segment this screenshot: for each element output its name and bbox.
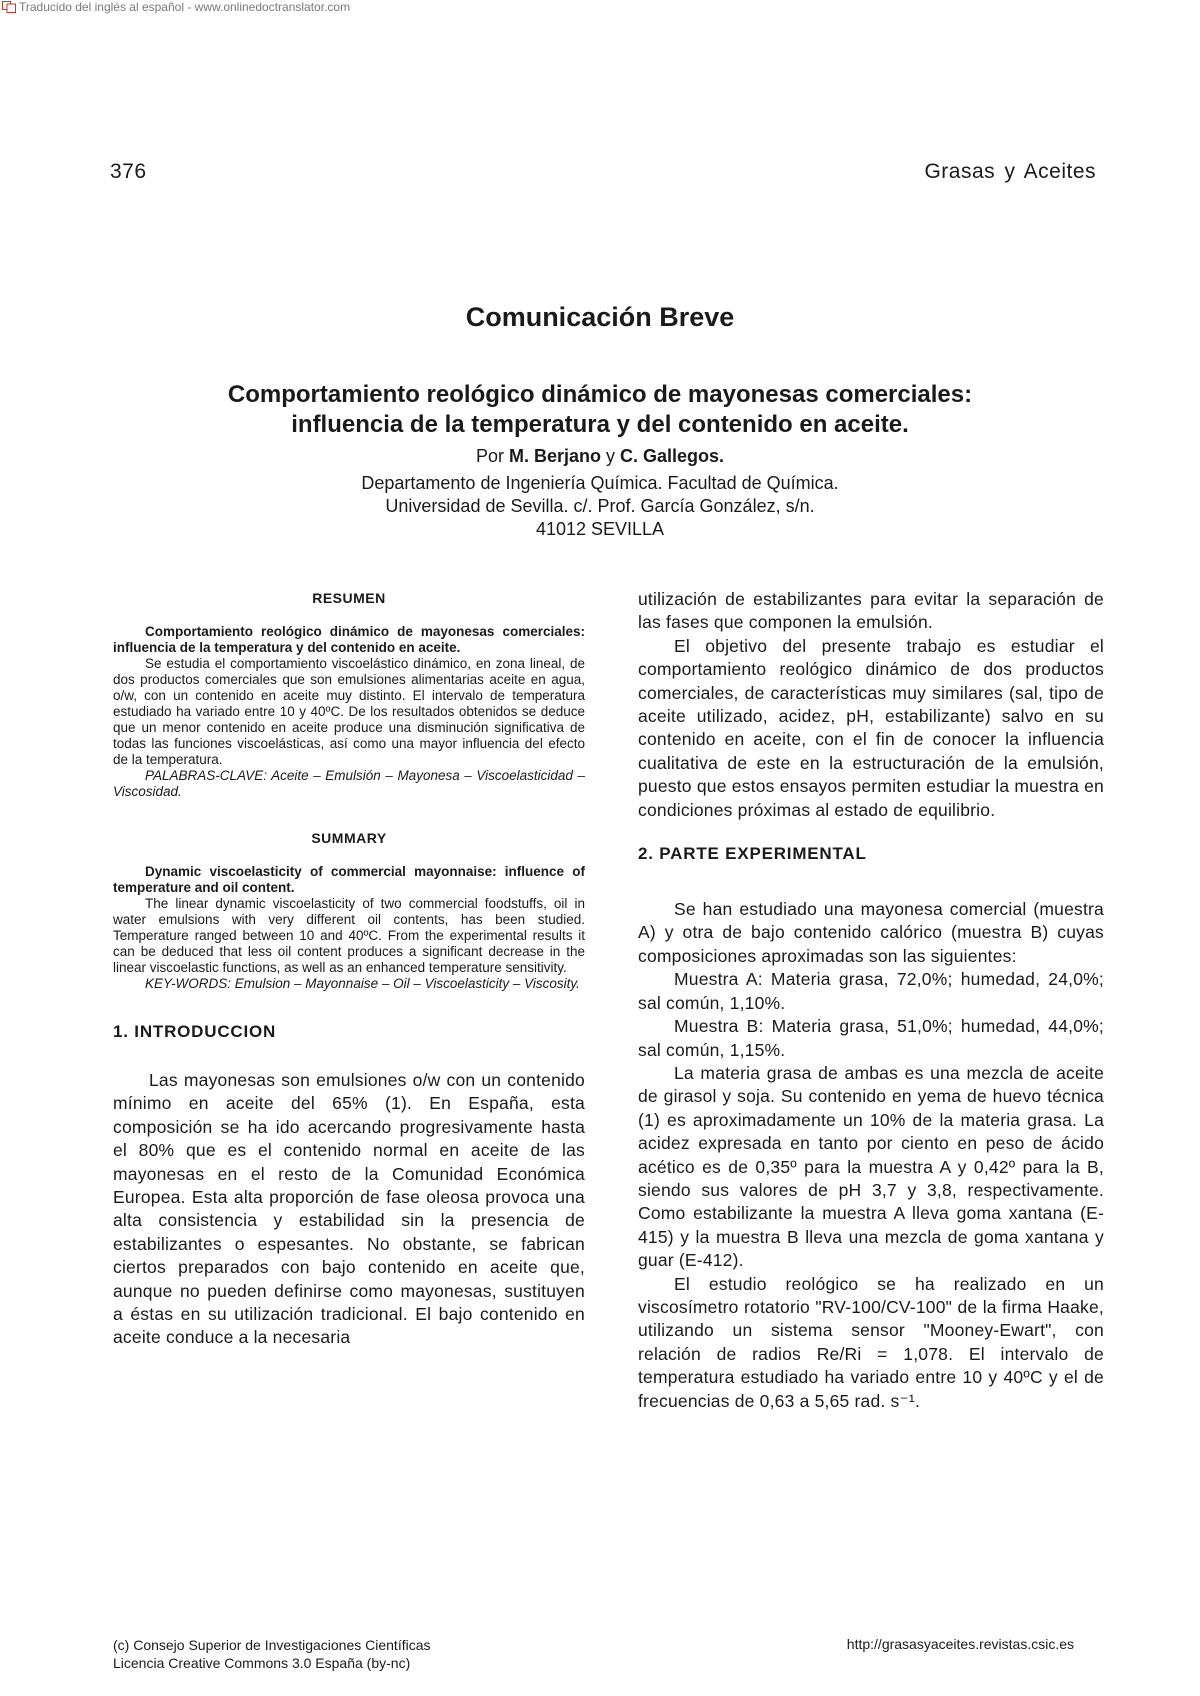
sample-b-paragraph: Muestra B: Materia grasa, 51,0%; humedad, 44,0%; sal común, 1,15%. — [638, 1016, 1104, 1060]
affiliation-line-1: Departamento de Ingeniería Química. Facultad de Química. — [361, 473, 839, 493]
resumen-keywords: PALABRAS-CLAVE: Aceite – Emulsión – Mayonesa – Viscoelasticidad – Viscosidad. — [113, 768, 585, 799]
footer-copyright: (c) Consejo Superior de Investigaciones Científicas — [113, 1637, 431, 1653]
fat-paragraph: La materia grasa de ambas es una mezcla de aceite de girasol y soja. Su contenido en yema de huevo técnica (1) es aproximadamente un 10% de la materia grasa. La acidez expresada en tanto por ciento en peso de ácido acético es de 0,35º para la muestra A y 0,42º para la B, siendo sus valores de pH 3,7 y 3,8, respectivamente. Como estabilizante la muestra A lleva goma xantana (E-415) y la muestra B lleva una mezcla de goma xantana y guar (E-412). — [638, 1062, 1104, 1271]
author-1: M. Berjano — [508, 446, 601, 466]
authors — [0, 446, 1200, 467]
sample-a-paragraph: Muestra A: Materia grasa, 72,0%; humedad, 24,0%; sal común, 1,10%. — [638, 969, 1104, 1013]
author-prefix: Por — [475, 446, 504, 466]
samples-intro-paragraph: Se han estudiado una mayonesa comercial (muestra A) y otra de bajo contenido calórico (muestra B) cuyas composiciones aproximadas son las siguientes: — [638, 899, 1104, 966]
continued-paragraph: utilización de estabilizantes para evitar la separación de las fases que componen la emulsión. — [638, 589, 1104, 633]
experimental-heading: 2. PARTE EXPERIMENTAL — [638, 844, 867, 864]
page-number: 376 — [110, 160, 147, 183]
right-column — [638, 588, 1104, 1413]
footer-license — [113, 1636, 431, 1672]
objective-paragraph: El objetivo del presente trabajo es estudiar el comportamiento reológico dinámico de dos productos comerciales, de características muy similares (sal, tipo de aceite utilizado, acidez, pH, estabilizante) salvo en su contenido en aceite, con el fin de conocer la influencia cualitativa de este en la estructuración de la emulsión, puesto que estos ensayos permiten estudiar la muestra en condiciones próximas al estado de equilibrio. — [638, 635, 1104, 820]
author-2: C. Gallegos. — [620, 446, 725, 466]
summary-subtitle: Dynamic viscoelasticity of commercial mayonnaise: influence of temperature and oil content. — [113, 864, 585, 895]
translation-banner[interactable] — [2, 0, 350, 14]
resumen-text: Se estudia el comportamiento viscoelástico dinámico, en zona lineal, de dos productos comerciales que son emulsiones alimentarias aceite en agua, o/w, con un contenido en aceite muy distinto. El intervalo de temperatura estudiado ha variado entre 10 y 40ºC. De los resultados obtenidos se deduce que un menor contenido en aceite produce una disminución significativa de todas las funciones viscoelásticas, así como una mayor influencia del efecto de la temperatura. — [113, 656, 585, 767]
resumen-heading: RESUMEN — [312, 590, 386, 606]
footer-license-text: Licencia Creative Commons 3.0 España (by-nc) — [113, 1655, 411, 1671]
affiliation-line-3: 41012 SEVILLA — [535, 519, 665, 539]
affiliation-line-2: Universidad de Sevilla. c/. Prof. García González, s/n. — [385, 496, 815, 516]
translate-icon — [2, 1, 16, 13]
journal-name: Grasas y Aceites — [924, 160, 1096, 183]
affiliation — [0, 472, 1200, 541]
banner-text: Traducido del inglés al español - www.onlinedoctranslator.com — [19, 0, 351, 14]
rheology-paragraph: El estudio reológico se ha realizado en un viscosímetro rotatorio "RV-100/CV-100" de la firma Haake, utilizando un sistema sensor "Mooney-Ewart", con relación de radios Re/Ri = 1,078. El intervalo de temperatura estudiado ha variado entre 10 y 40ºC y el de frecuencias de 0,63 a 5,65 rad. s⁻¹. — [638, 1273, 1104, 1411]
resumen-subtitle: Comportamiento reológico dinámico de mayonesas comerciales: influencia de la temperatura y del contenido en aceite. — [113, 624, 585, 655]
author-conj: y — [606, 446, 615, 466]
summary-keywords: KEY-WORDS: Emulsion – Mayonnaise – Oil – Viscoelasticity – Viscosity. — [145, 976, 580, 991]
title-line-1: Comportamiento reológico dinámico de mayonesas comerciales: — [227, 381, 973, 408]
paper-title — [100, 380, 1100, 440]
footer-url[interactable]: http://grasasyaceites.revistas.csic.es — [846, 1636, 1074, 1652]
article-type: Comunicación Breve — [465, 302, 735, 332]
summary-text: The linear dynamic viscoelasticity of two commercial foodstuffs, oil in water emulsions with very different oil contents, has been studied. Temperature ranged between 10 and 40ºC. From the experimental results it can be deduced that less oil content produces a significant decrease in the linear viscoelastic functions, as well as an enhanced temperature sensitivity. — [113, 896, 585, 975]
summary-heading: SUMMARY — [311, 830, 387, 846]
intro-heading: 1. INTRODUCCION — [113, 1022, 277, 1041]
title-line-2: influencia de la temperatura y del contenido en aceite. — [291, 411, 909, 438]
intro-paragraph: Las mayonesas son emulsiones o/w con un contenido mínimo en aceite del 65% (1). En España, esta composición se ha ido acercando progresivamente hasta el 80% que es el contenido normal en aceite de las mayonesas en el resto de la Comunidad Económica Europea. Esta alta proporción de fase oleosa provoca una alta consistencia y estabilidad sin la presencia de estabilizantes o espesantes. No obstante, se fabrican ciertos preparados con bajo contenido en aceite que, aunque no pueden definirse como mayonesas, sustituyen a éstas en su utilización tradicional. El bajo contenido en aceite conduce a la necesaria — [113, 1070, 585, 1348]
left-column — [113, 590, 585, 1350]
